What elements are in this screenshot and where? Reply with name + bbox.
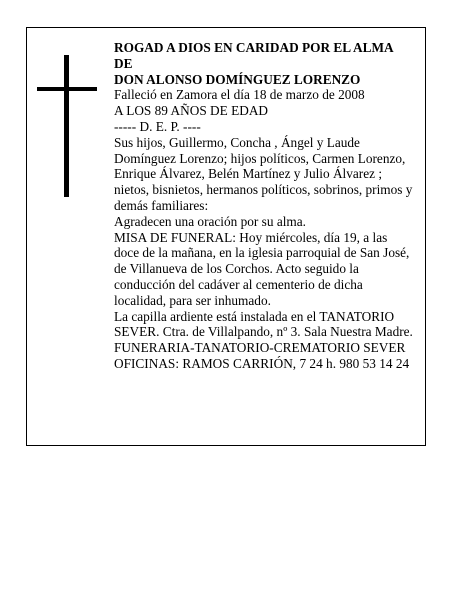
notice-heading: ROGAD A DIOS EN CARIDAD POR EL ALMA bbox=[114, 40, 394, 55]
obituary-text bbox=[114, 40, 426, 372]
rip-line: ----- D. E. P. ---- bbox=[114, 118, 201, 134]
chapel-line: SEVER. Ctra. de Villalpando, nº 3. Sala Nuestra Madre. bbox=[114, 324, 413, 340]
funeral-mass-line: de Villanueva de los Corchos. Acto seguido la bbox=[114, 261, 359, 277]
funeral-mass-line: conducción del cadáver al cementerio de dicha bbox=[114, 276, 363, 292]
family-line: Domínguez Lorenzo; hijos políticos, Carmen Lorenzo, bbox=[114, 150, 406, 166]
funeral-mass-line: MISA DE FUNERAL: Hoy miércoles, día 19, a las bbox=[114, 229, 388, 245]
deceased-name: DON ALONSO DOMÍNGUEZ LORENZO bbox=[114, 71, 361, 87]
death-date: Falleció en Zamora el día 18 de marzo de 2008 bbox=[114, 87, 365, 103]
offices-line: OFICINAS: RAMOS CARRIÓN, 7 24 h. 980 53 14 24 bbox=[114, 355, 410, 371]
notice-heading-de: DE bbox=[114, 55, 133, 71]
funeral-mass-line: doce de la mañana, en la iglesia parroquial de San José, bbox=[114, 245, 410, 261]
prayer-request: Agradecen una oración por su alma. bbox=[114, 213, 306, 229]
cross-horizontal-bar bbox=[37, 87, 97, 91]
family-line: Enrique Álvarez, Belén Martínez y Julio Álvarez ; bbox=[114, 166, 383, 182]
cross-vertical-bar bbox=[64, 55, 69, 197]
funeral-mass-line: localidad, para ser inhumado. bbox=[114, 292, 271, 308]
chapel-line: La capilla ardiente está instalada en el TANATORIO bbox=[114, 308, 395, 324]
cross-icon bbox=[37, 55, 97, 197]
age-line: A LOS 89 AÑOS DE EDAD bbox=[114, 103, 269, 119]
funeral-home-line: FUNERARIA-TANATORIO-CREMATORIO SEVER bbox=[114, 340, 406, 356]
family-line: nietos, bisnietos, hermanos políticos, sobrinos, primos y bbox=[114, 182, 413, 198]
family-line: demás familiares: bbox=[114, 197, 209, 213]
family-line: Sus hijos, Guillermo, Concha , Ángel y Laude bbox=[114, 134, 360, 150]
